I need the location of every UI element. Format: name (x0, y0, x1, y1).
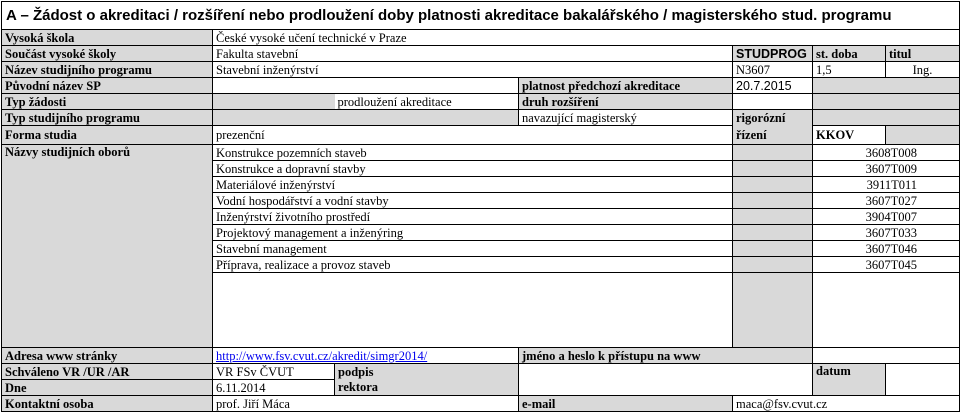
label-rigorozni-1: rigorózní (733, 110, 813, 126)
label-podpis: podpis (335, 364, 519, 380)
value-typ-programu: navazující magisterský (519, 110, 733, 126)
value-dne: 6.11.2014 (213, 380, 335, 396)
value-email: maca@fsv.cvut.cz (733, 396, 960, 412)
label-soucast: Součást vysoké školy (2, 46, 213, 62)
label-jmeno-heslo: jméno a heslo k přístupu na www (519, 348, 813, 364)
obor-kkov: 3608T008 (813, 145, 960, 161)
form-table (1, 1, 960, 412)
obor-rigorozni (733, 145, 813, 161)
label-kkov: KKOV (813, 126, 886, 145)
obor-rigorozni (733, 177, 813, 193)
label-st-doba: st. doba (813, 46, 886, 62)
obor-kkov: 3607T027 (813, 193, 960, 209)
obor-rigorozni (733, 209, 813, 225)
obor-name: Příprava, realizace a provoz staveb (213, 257, 733, 273)
label-kontaktni: Kontaktní osoba (2, 396, 213, 412)
blank-puvodni (813, 78, 960, 94)
label-datum: datum (813, 364, 886, 396)
obor-name: Projektový management a inženýring (213, 225, 733, 241)
adresa-link[interactable]: http://www.fsv.cvut.cz/akredit/simgr2014/ (216, 348, 428, 363)
obor-rigorozni (733, 257, 813, 273)
label-titul: titul (886, 46, 960, 62)
value-adresa (213, 348, 519, 364)
value-schvaleno: VR FSv ČVUT (213, 364, 335, 380)
obor-name: Konstrukce a dopravní stavby (213, 161, 733, 177)
obor-empty-kkov (813, 273, 960, 348)
label-vysoka-skola: Vysoká škola (2, 30, 213, 46)
label-nazev-programu: Název studijního programu (2, 62, 213, 78)
obor-row-0 (2, 145, 960, 161)
obor-kkov: 3607T033 (813, 225, 960, 241)
label-rektora: rektora (335, 380, 519, 396)
label-adresa: Adresa www stránky (2, 348, 213, 364)
obor-name: Materiálové inženýrství (213, 177, 733, 193)
accreditation-form (1, 1, 959, 414)
value-st-doba: 1,5 (813, 62, 886, 78)
label-puvodni-nazev: Původní název SP (2, 78, 213, 94)
label-platnost: platnost předchozí akreditace (519, 78, 733, 94)
label-email: e-mail (519, 396, 733, 412)
obor-kkov: 3904T007 (813, 209, 960, 225)
obor-rigorozni (733, 161, 813, 177)
obor-name: Konstrukce pozemních staveb (213, 145, 733, 161)
obor-kkov: 3911T011 (813, 177, 960, 193)
label-studprog: STUDPROG (733, 46, 813, 62)
value-druh-rozsireni (733, 94, 813, 110)
obor-kkov: 3607T009 (813, 161, 960, 177)
obor-empty-names (213, 273, 733, 348)
obor-kkov: 3607T045 (813, 257, 960, 273)
label-typ-programu: Typ studijního programu (2, 110, 213, 126)
value-datum (886, 364, 960, 396)
value-podpis (519, 364, 813, 396)
obor-rigorozni (733, 241, 813, 257)
blank-typ-programu-right (813, 110, 960, 126)
label-rigorozni-2: řízení (733, 126, 813, 145)
obor-rigorozni (733, 193, 813, 209)
label-druh-rozsireni: druh rozšíření (519, 94, 733, 110)
obor-name: Inženýrství životního prostředí (213, 209, 733, 225)
obor-name: Stavební management (213, 241, 733, 257)
value-kontaktni: prof. Jiří Máca (213, 396, 519, 412)
label-forma-studia: Forma studia (2, 126, 213, 145)
blank-forma (886, 126, 960, 145)
label-dne: Dne (2, 380, 213, 396)
value-puvodni-nazev (213, 78, 519, 94)
value-titul: Ing. (886, 62, 960, 78)
obor-rigorozni (733, 225, 813, 241)
value-forma-studia: prezenční (213, 126, 733, 145)
obor-empty-rigorozni (733, 273, 813, 348)
blank-typ-programu (213, 110, 519, 126)
value-soucast: Fakulta stavební (213, 46, 733, 62)
value-vysoka-skola: České vysoké učení technické v Praze (213, 30, 960, 46)
blank-typ-zadosti (213, 94, 335, 110)
value-nazev-programu: Stavební inženýrství (213, 62, 733, 78)
obor-kkov: 3607T046 (813, 241, 960, 257)
label-nazvy-oboru: Názvy studijních oborů (2, 145, 213, 348)
value-studprog: N3607 (733, 62, 813, 78)
value-typ-zadosti: prodloužení akreditace (335, 94, 519, 110)
blank-typ-zadosti-right (813, 94, 960, 110)
label-schvaleno: Schváleno VR /UR /AR (2, 364, 213, 380)
label-typ-zadosti: Typ žádosti (2, 94, 213, 110)
value-platnost: 20.7.2015 (733, 78, 813, 94)
obor-name: Vodní hospodářství a vodní stavby (213, 193, 733, 209)
value-jmeno-heslo (813, 348, 960, 364)
form-title: A – Žádost o akreditaci / rozšíření nebo prodloužení doby platnosti akreditace bakalářského / magisterského stud. programu (2, 2, 960, 30)
